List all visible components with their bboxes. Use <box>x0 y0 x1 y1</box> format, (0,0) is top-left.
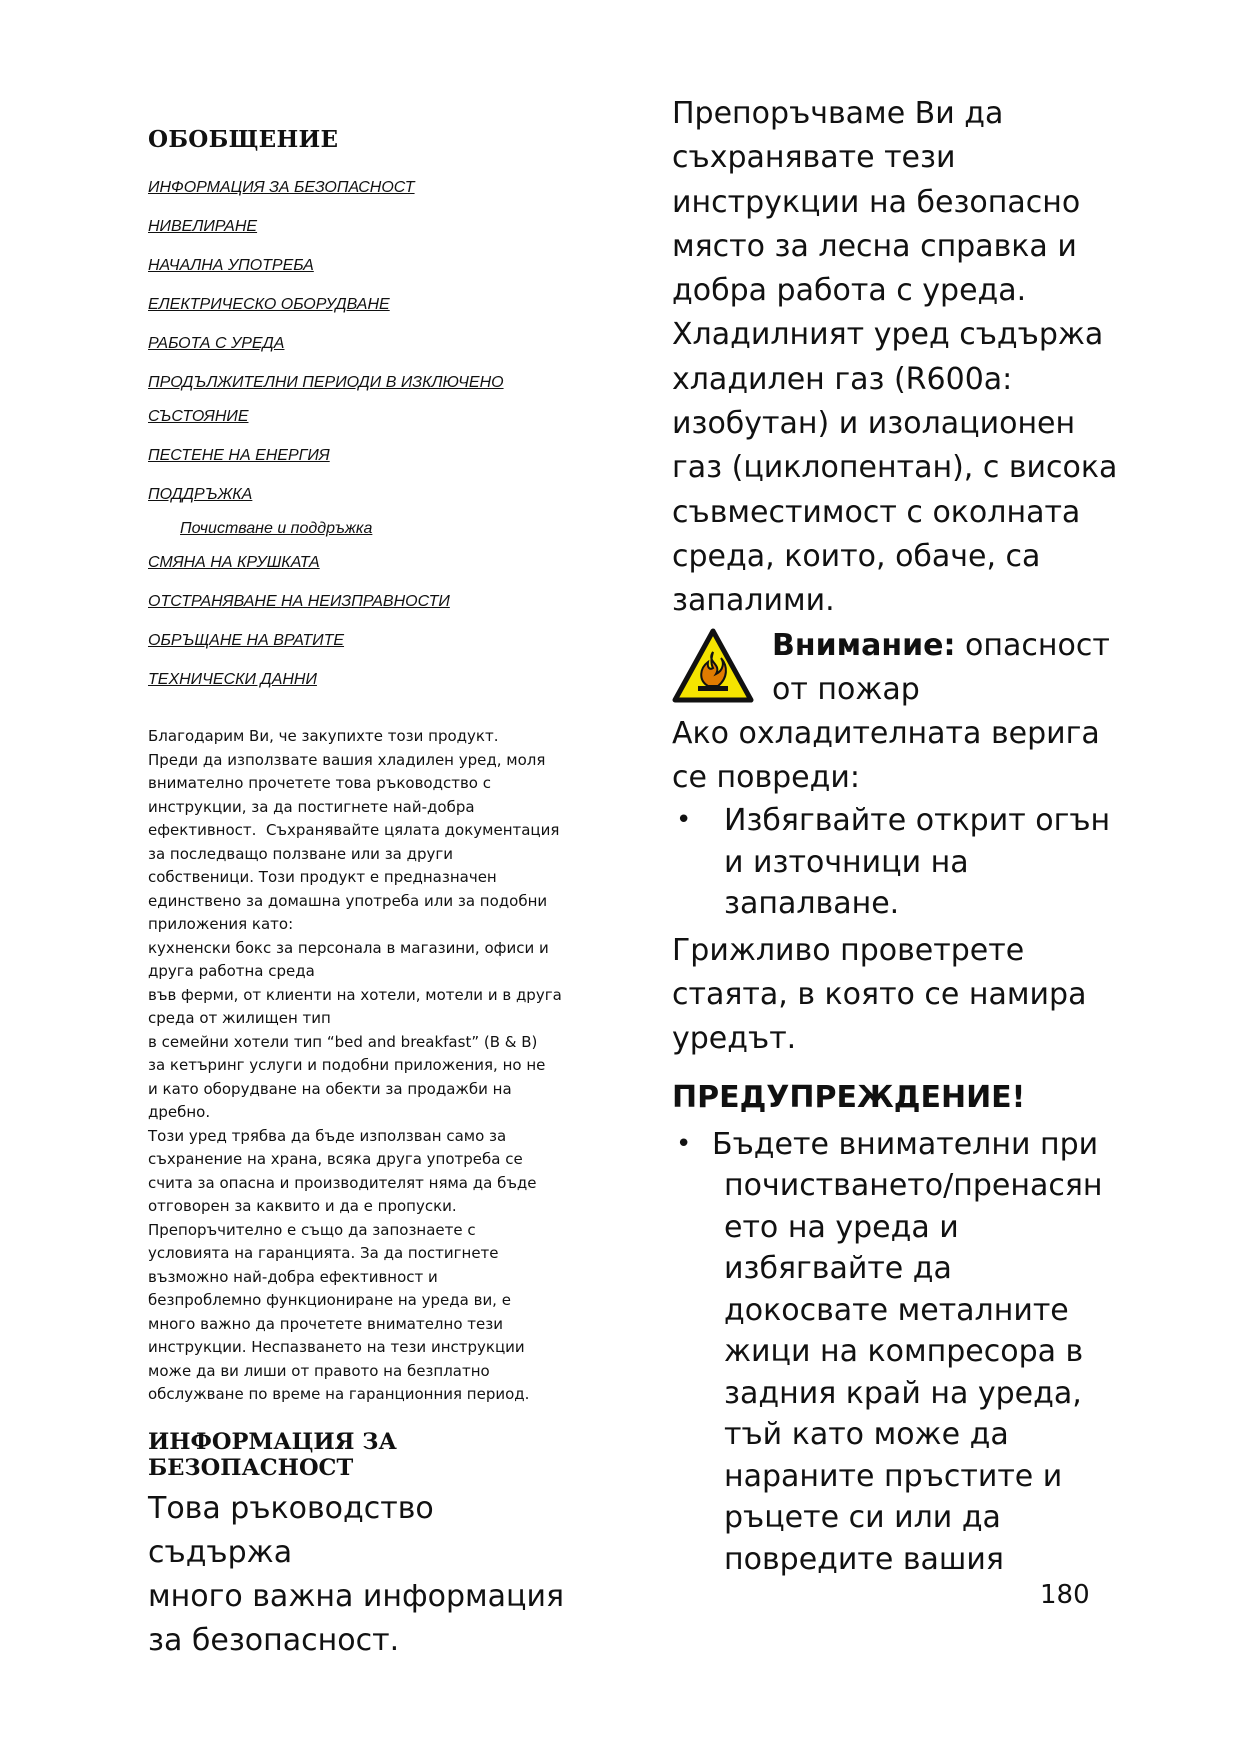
intro-line: много важно да прочетете внимателно тези <box>148 1314 503 1333</box>
recommend-line: добра работа с уреда. <box>672 273 1027 309</box>
intro-line: инструкции, за да постигнете най-добра <box>148 797 475 816</box>
right-column <box>672 92 1122 1580</box>
intro-line: във ферми, от клиенти на хотели, мотели и в друга <box>148 985 562 1004</box>
ventilate-line: уредът. <box>672 1021 797 1057</box>
intro-line: съхранение на храна, всяка друга употреба се <box>148 1150 523 1168</box>
intro-line: кухненски бокс за персонала в магазини, офиси и <box>148 938 549 957</box>
toc-item-tech-data[interactable]: ТЕХНИЧЕСКИ ДАННИ <box>148 671 317 688</box>
intro-line: внимателно прочетете това ръководство с <box>148 774 491 792</box>
intro-line: обслужване по време на гаранционния период. <box>148 1385 530 1403</box>
intro-line: Благодарим Ви, че закупихте този продукт. <box>148 727 499 745</box>
bullet-icon: • <box>676 805 692 836</box>
safety-line: за безопасност. <box>148 1622 400 1658</box>
safety-section-title: ИНФОРМАЦИЯ ЗА БЕЗОПАСНОСТ <box>148 1428 397 1481</box>
toc-item-safety-info[interactable]: ИНФОРМАЦИЯ ЗА БЕЗОПАСНОСТ <box>148 179 415 196</box>
intro-line: може да ви лиши от правото на безплатно <box>148 1361 490 1380</box>
recommend-line: място за лесна справка и <box>672 228 1077 264</box>
warning-label: Внимание: <box>772 627 956 663</box>
gas-line: запалими. <box>672 583 835 619</box>
warning-text-1: опасност <box>965 627 1110 663</box>
gas-line: газ (циклопентан), с висока <box>672 450 1118 486</box>
bullet-line: докосвате металните <box>724 1292 1069 1328</box>
list-item <box>672 800 1122 925</box>
toc-item-cleaning[interactable]: Почистване и поддръжка <box>180 520 373 537</box>
left-column <box>148 120 578 1663</box>
intro-line: друга работна среда <box>148 962 315 980</box>
bullet-line: задния край на уреда, <box>724 1375 1082 1411</box>
bullet-line: ето на уреда и <box>724 1209 959 1245</box>
bullet-line: запалване. <box>724 886 900 922</box>
bullet-line: ръцете си или да <box>724 1500 1001 1536</box>
intro-line: за кетъринг услуги и подобни приложения, но не <box>148 1056 546 1074</box>
safety-line: много важна информация <box>148 1578 565 1614</box>
intro-line: счита за опасна и производителят няма да бъде <box>148 1173 537 1192</box>
bullet-line: повредите вашия <box>724 1541 1004 1577</box>
toc-item-maintenance[interactable]: ПОДДРЪЖКА <box>148 486 253 503</box>
circuit-line: се повреди: <box>672 759 860 795</box>
fire-bullet-list <box>672 800 1122 925</box>
recommend-line: съхранявате тези <box>672 140 956 176</box>
intro-line: в семейни хотели тип “bed and breakfast” (B & B) <box>148 1032 538 1051</box>
warning-text <box>772 624 1110 712</box>
toc-item-energy-saving[interactable]: ПЕСТЕНЕ НА ЕНЕРГИЯ <box>148 447 330 464</box>
intro-line: възможно най-добра ефективност и <box>148 1267 438 1286</box>
intro-line: инструкции. Неспазването на тези инструкции <box>148 1338 525 1356</box>
bullet-line: Бъдете внимателни при <box>712 1126 1099 1162</box>
warning-bullet-list <box>672 1124 1122 1581</box>
bullet-line: почистването/пренасян <box>724 1168 1103 1204</box>
intro-text <box>148 725 578 1407</box>
bullet-line: избягвайте да <box>724 1251 952 1287</box>
intro-line: собственици. Този продукт е предназначен <box>148 868 497 886</box>
toc-item-bulb-replace[interactable]: СМЯНА НА КРУШКАТА <box>148 554 320 571</box>
page-number: 180 <box>1040 1580 1090 1610</box>
intro-line: отговорен за каквито и да е пропуски. <box>148 1197 457 1215</box>
intro-line: единствено за домашна употреба или за подобни <box>148 891 548 910</box>
list-item <box>672 1124 1122 1581</box>
warning-text-2: от пожар <box>772 671 920 707</box>
recommend-line: Препоръчваме Ви да <box>672 96 1004 131</box>
intro-line: условията на гаранцията. За да постигнете <box>148 1244 499 1262</box>
toc-item-long-off-periods-cont[interactable]: СЪСТОЯНИЕ <box>148 408 249 425</box>
circuit-line: Ако охладителната верига <box>672 715 1100 751</box>
bullet-line: нараните пръстите и <box>724 1458 1063 1494</box>
safety-line: Това ръководство съдържа <box>148 1490 434 1570</box>
intro-line: безпроблемно функциониране на уреда ви, е <box>148 1291 511 1309</box>
toc-item-operation[interactable]: РАБОТА С УРЕДА <box>148 335 285 352</box>
toc-item-long-off-periods[interactable]: ПРОДЪЛЖИТЕЛНИ ПЕРИОДИ В ИЗКЛЮЧЕНО <box>148 374 504 391</box>
intro-line: среда от жилищен тип <box>148 1009 331 1027</box>
ventilate-line: Грижливо проветрете <box>672 932 1025 968</box>
toc-item-electrical[interactable]: ЕЛЕКТРИЧЕСКО ОБОРУДВАНЕ <box>148 296 390 313</box>
warning-heading: ПРЕДУПРЕЖДЕНИЕ! <box>672 1079 1026 1115</box>
table-of-contents <box>148 173 578 695</box>
intro-line: и като оборудване на обекти за продажби на <box>148 1079 512 1098</box>
ventilate-line: стаята, в която се намира <box>672 976 1087 1012</box>
intro-line: ефективност. Съхранявайте цялата документация <box>148 821 560 839</box>
intro-line: Препоръчително е също да запознаете с <box>148 1220 476 1239</box>
fire-warning <box>672 624 1122 712</box>
recommend-line: инструкции на безопасно <box>672 184 1081 220</box>
gas-line: съвместимост с околната <box>672 494 1081 530</box>
flammable-warning-icon <box>672 628 754 704</box>
gas-line: среда, които, обаче, са <box>672 538 1041 574</box>
toc-item-troubleshooting[interactable]: ОТСТРАНЯВАНЕ НА НЕИЗПРАВНОСТИ <box>148 593 450 610</box>
toc-item-initial-use[interactable]: НАЧАЛНА УПОТРЕБА <box>148 257 314 274</box>
toc-item-door-reversal[interactable]: ОБРЪЩАНЕ НА ВРАТИТЕ <box>148 632 345 649</box>
bullet-line: Избягвайте открит огън <box>724 803 1111 839</box>
intro-line: за последващо ползване или за други <box>148 844 454 863</box>
gas-line: изобутан) и изолационен <box>672 406 1076 442</box>
bullet-line: тъй като може да <box>724 1417 1009 1453</box>
intro-line: Преди да използвате вашия хладилен уред, моля <box>148 750 546 769</box>
bullet-icon: • <box>676 1128 692 1159</box>
gas-line: хладилен газ (R600a: <box>672 361 1013 397</box>
intro-line: Този уред трябва да бъде използван само за <box>148 1126 507 1145</box>
gas-line: Хладилният уред съдържа <box>672 317 1104 353</box>
toc-title: ОБОБЩЕНИЕ <box>148 126 339 153</box>
bullet-line: жици на компресора в <box>724 1334 1084 1370</box>
toc-item-leveling[interactable]: НИВЕЛИРАНЕ <box>148 218 258 235</box>
intro-line: приложения като: <box>148 915 294 933</box>
intro-line: дребно. <box>148 1103 211 1121</box>
bullet-line: и източници на <box>724 844 969 880</box>
